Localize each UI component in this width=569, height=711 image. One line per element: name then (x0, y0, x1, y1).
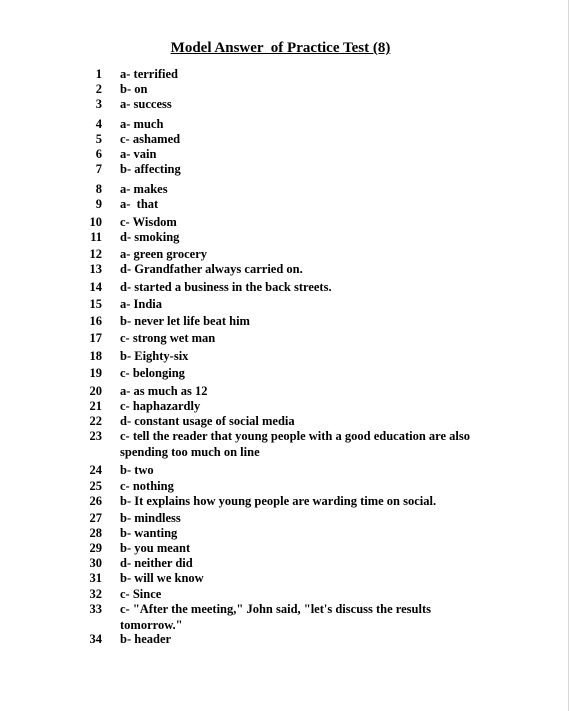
question-number: 4 (95, 117, 102, 131)
answer-text: a- makes (120, 182, 168, 196)
answer-text: c- ashamed (120, 132, 181, 146)
question-number: 5 (95, 132, 102, 146)
question-number: 16 (89, 314, 102, 328)
question-number: 13 (89, 262, 102, 276)
question-number: 8 (95, 182, 102, 196)
answer-text: c- strong wet man (120, 331, 216, 345)
question-number: 10 (89, 215, 102, 229)
question-number: 22 (89, 414, 102, 428)
question-number: 19 (89, 366, 102, 380)
question-number: 24 (89, 463, 102, 477)
question-number: 21 (89, 399, 102, 413)
question-number: 11 (90, 230, 102, 244)
answer-text: b- on (120, 82, 148, 96)
question-number: 2 (95, 82, 102, 96)
question-number: 34 (89, 632, 102, 646)
answer-text: a- that (120, 197, 159, 211)
answer-text: c- Since (120, 587, 162, 601)
answer-text: b- It explains how young people are warding time on social. (120, 494, 437, 508)
answer-text: a- terrified (120, 67, 178, 81)
answer-text: b- you meant (120, 541, 191, 555)
answer-text: b- header (120, 632, 172, 646)
question-number: 14 (89, 280, 102, 294)
answer-text: c- Wisdom (120, 215, 177, 229)
question-number: 17 (89, 331, 102, 345)
question-number: 9 (95, 197, 102, 211)
question-number: 12 (89, 247, 102, 261)
question-number: 7 (95, 162, 102, 176)
answer-text: c- belonging (120, 366, 185, 380)
question-number: 23 (89, 429, 102, 443)
question-number: 28 (89, 526, 102, 540)
answer-text: b- wanting (120, 526, 178, 540)
answer-text: c- nothing (120, 479, 174, 493)
page-title: Model Answer of Practice Test (8) (170, 40, 391, 56)
answer-text: b- two (120, 463, 154, 477)
answer-text: a- India (120, 297, 163, 311)
question-number: 32 (89, 587, 102, 601)
answer-text: b- never let life beat him (120, 314, 250, 328)
question-number: 20 (89, 384, 102, 398)
question-number: 25 (89, 479, 102, 493)
answer-text: d- neither did (120, 556, 193, 570)
question-number: 31 (89, 571, 102, 585)
answer-text: a- green grocery (120, 247, 207, 261)
question-number: 27 (89, 511, 102, 525)
question-number: 29 (89, 541, 102, 555)
answer-text: b- mindless (120, 511, 181, 525)
answer-text: b- Eighty-six (120, 349, 189, 363)
answer-text: a- as much as 12 (120, 384, 208, 398)
answer-text: d- smoking (120, 230, 180, 244)
answer-text: a- vain (120, 147, 157, 161)
answer-text: d- constant usage of social media (120, 414, 295, 428)
question-number: 3 (95, 97, 102, 111)
answer-text: d- Grandfather always carried on. (120, 262, 303, 276)
question-number: 33 (89, 602, 102, 616)
answer-text: b- will we know (120, 571, 204, 585)
answer-text: d- started a business in the back streets. (120, 280, 332, 294)
answer-text: b- affecting (120, 162, 181, 176)
question-number: 26 (89, 494, 102, 508)
answer-text: a- much (120, 117, 164, 131)
question-number: 6 (95, 147, 102, 161)
answer-text: c- "After the meeting," John said, "let's discuss the results tomorrow." (120, 602, 431, 632)
answer-text: c- tell the reader that young people with a good education are also spending too much on line (120, 429, 470, 459)
question-number: 1 (95, 67, 102, 81)
answer-text: c- haphazardly (120, 399, 201, 413)
question-number: 30 (89, 556, 102, 570)
question-number: 18 (89, 349, 102, 363)
answer-text: a- success (120, 97, 172, 111)
question-number: 15 (89, 297, 102, 311)
